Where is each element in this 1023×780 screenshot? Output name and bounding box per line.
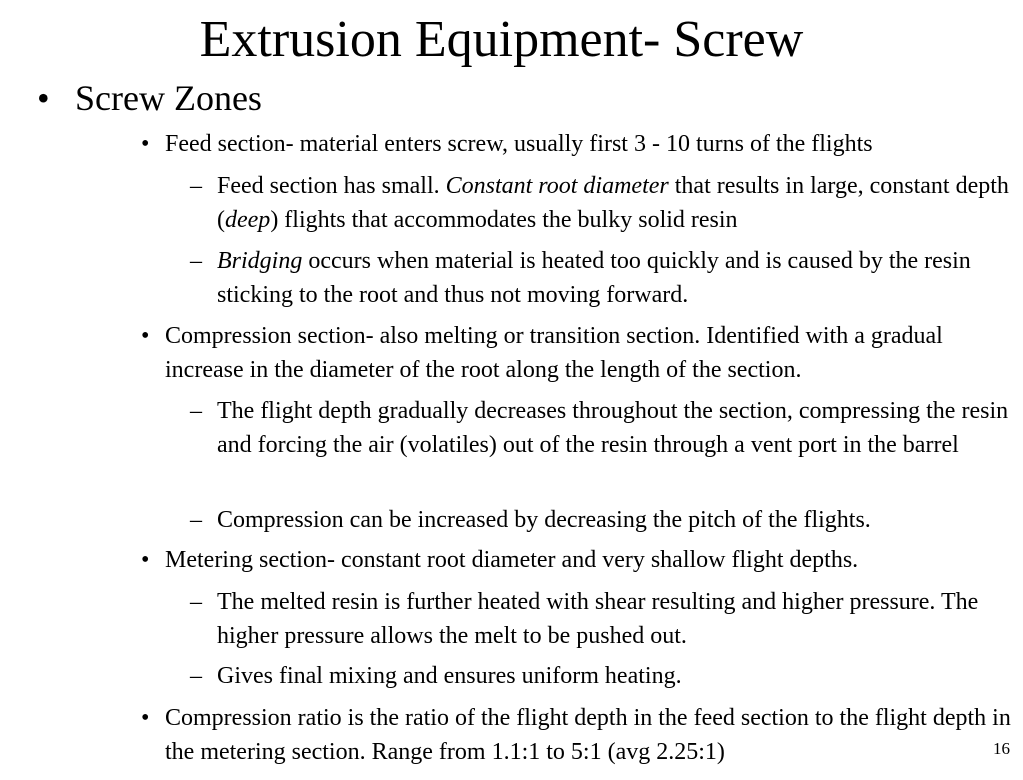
bullet-compression-ratio bbox=[141, 701, 1021, 769]
feed-section-text: Feed section- material enters screw, usually first 3 - 10 turns of the flights bbox=[165, 131, 873, 157]
bullet-screw-zones-text: Screw Zones bbox=[75, 78, 262, 118]
bullet-marker: • bbox=[141, 323, 150, 349]
bullet-marker: • bbox=[37, 78, 50, 118]
bullet-feed-section bbox=[141, 127, 1021, 161]
bullet-metering-section bbox=[141, 543, 1021, 577]
bridging-part: occurs when material is heated too quickly and is caused by the resin sticking to the root and thus not moving forward. bbox=[217, 248, 971, 308]
melted-resin-text: The melted resin is further heated with shear resulting and higher pressure. The higher pressure allows the melt to be pushed out. bbox=[217, 589, 979, 649]
sub-bullet-compression-pitch bbox=[190, 503, 1010, 537]
bridging-emphasis: Bridging bbox=[217, 248, 303, 274]
feed-small-root-part: that results in large, constant depth ( bbox=[217, 173, 1009, 233]
dash-marker: – bbox=[190, 248, 202, 274]
slide-title: Extrusion Equipment- Screw bbox=[199, 11, 804, 68]
feed-small-root-part: ) flights that accommodates the bulky solid resin bbox=[270, 207, 738, 233]
compression-section-text: Compression section- also melting or transition section. Identified with a gradual increase in the diameter of the root along the length of the section. bbox=[165, 323, 943, 383]
sub-bullet-feed-small-root bbox=[190, 169, 1010, 237]
compression-pitch-text: Compression can be increased by decreasing the pitch of the flights. bbox=[217, 507, 871, 533]
final-mixing-text: Gives final mixing and ensures uniform heating. bbox=[217, 663, 682, 689]
dash-marker: – bbox=[190, 663, 202, 689]
dash-marker: – bbox=[190, 173, 202, 199]
dash-marker: – bbox=[190, 589, 202, 615]
sub-bullet-bridging bbox=[190, 244, 1010, 312]
sub-bullet-melted-resin bbox=[190, 585, 1010, 653]
bridging-text bbox=[217, 244, 1010, 312]
feed-small-root-text bbox=[217, 169, 1010, 237]
flight-depth-text: The flight depth gradually decreases throughout the section, compressing the resin and forcing the air (volatiles) out of the resin through a vent port in the barrel bbox=[217, 398, 1009, 458]
deep-emphasis: deep bbox=[225, 207, 271, 233]
page-number: 16 bbox=[993, 739, 1010, 758]
sub-bullet-final-mixing bbox=[190, 659, 1010, 693]
metering-section-text: Metering section- constant root diameter and very shallow flight depths. bbox=[165, 547, 859, 573]
sub-bullet-flight-depth bbox=[190, 394, 1010, 462]
bullet-compression-section bbox=[141, 319, 1021, 387]
bullet-marker: • bbox=[141, 547, 150, 573]
compression-ratio-text: Compression ratio is the ratio of the flight depth in the feed section to the flight depth in the metering section. Range from 1.1:1 to 5:1 (avg 2.25:1) bbox=[165, 705, 1011, 765]
feed-small-root-part: Feed section has small. bbox=[217, 173, 446, 199]
bullet-screw-zones bbox=[37, 76, 262, 120]
constant-root-diameter-emphasis: Constant root diameter bbox=[445, 173, 669, 199]
bullet-marker: • bbox=[141, 705, 150, 731]
bullet-marker: • bbox=[141, 131, 150, 157]
dash-marker: – bbox=[190, 398, 202, 424]
dash-marker: – bbox=[190, 507, 202, 533]
